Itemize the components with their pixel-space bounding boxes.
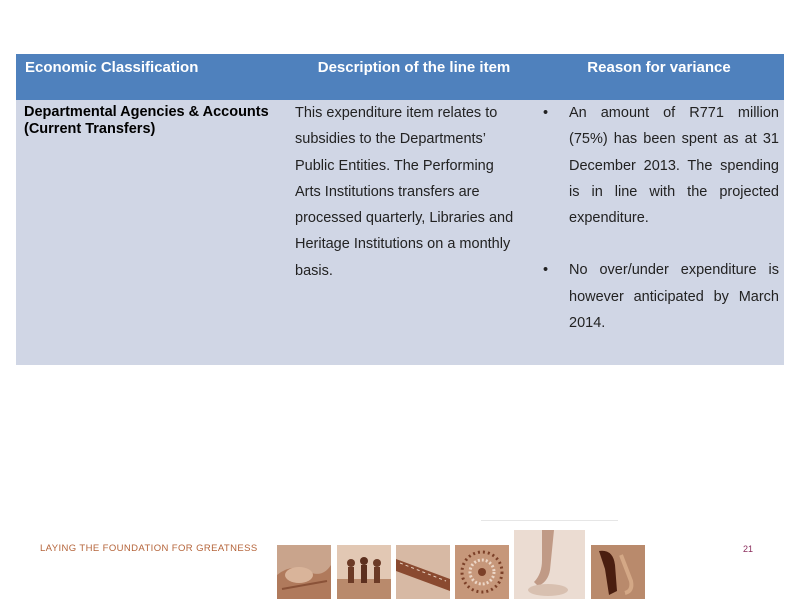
saxophone-player-photo [591,545,645,599]
footer-tagline: LAYING THE FOUNDATION FOR GREATNESS [40,543,258,554]
reason-text: An amount of R771 million (75%) has been spent as at 31 December 2013. The spending is in line with the projected expenditure. [569,105,779,227]
header-reason-for-variance: Reason for variance [587,59,731,76]
reason-bullet [541,257,779,336]
page-number: 21 [743,544,754,554]
footer-divider [481,520,618,521]
ballet-shoe-photo [514,530,585,599]
dancers-circle-photo [337,545,391,599]
reason-bullet [541,100,779,231]
film-reel-photo [396,545,450,599]
bullet-marker: • [543,262,549,279]
cell-reasons [541,100,779,336]
reason-text: No over/under expenditure is however anticipated by March 2014. [569,262,779,332]
hands-weaving-photo [277,545,331,599]
header-economic-classification: Economic Classification [25,59,199,76]
cell-classification: Departmental Agencies & Accounts (Current Transfers) [24,104,269,137]
bullet-marker: • [543,105,549,121]
header-description: Description of the line item [317,59,511,76]
woven-pattern-photo [455,545,509,599]
variance-table [16,54,784,365]
table-header-row [16,54,784,100]
cell-description: This expenditure item relates to subsidies to the Departments’ Public Entities. The Performing Arts Institutions transfers are processed quarterly, Libraries and Heritage Institutions on a monthly basis. [295,105,514,279]
